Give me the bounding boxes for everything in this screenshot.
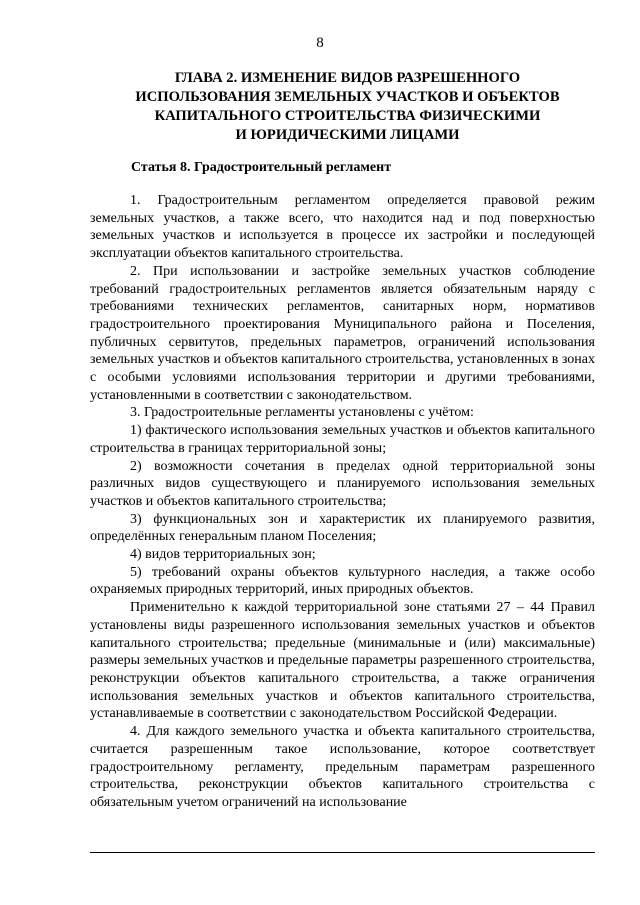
article-title: Статья 8. Градостроительный регламент — [131, 160, 392, 175]
paragraph: 3. Градостроительные регламенты установлены с учётом: — [130, 405, 474, 421]
chapter-title — [100, 69, 595, 145]
paragraph: Применительно к каждой территориальной зоне статьями 27 – 44 Правил установлены виды разрешенного использования земельных участков и объектов капитального строительства; предельные (минимальные и (или) максимальные) размеры земельных участков и предельные параметры разрешенного строительства, реконструкции объектов капитального строительства, а также ограничения использования земельных участков и объектов капитального строительства, устанавливаемые в соответствии с законодательством Российской Федерации. — [90, 600, 595, 722]
paragraph: 2. При использовании и застройке земельных участков соблюдение требований градостроительных регламентов является обязательным наряду с требованиями технических регламентов, санитарных норм, нормативов градостроительного проектирования Муниципального района и Поселения, публичных сервитутов, предельных параметров, ограничений использования земельных участков и объектов капитального строительства, установленных в зонах с особыми условиями использования территории и другими требованиями, установленными в соответствии с законодательством. — [90, 263, 595, 403]
paragraph: 4. Для каждого земельного участка и объекта капитального строительства, считается разрешенным такое использование, которое соответствует градостроительному регламенту, предельным параметрам разрешенного строительства, реконструкции объектов капитального строительства с обязательным учетом ограничений на использование — [90, 724, 595, 810]
chapter-title-line: ГЛАВА 2. ИЗМЕНЕНИЕ ВИДОВ РАЗРЕШЕННОГО — [174, 70, 521, 86]
paragraph: 3) функциональных зон и характеристик их планируемого развития, определённых генеральным планом Поселения; — [90, 511, 595, 545]
paragraph: 4) видов территориальных зон; — [130, 547, 316, 563]
chapter-title-line: ИСПОЛЬЗОВАНИЯ ЗЕМЕЛЬНЫХ УЧАСТКОВ И ОБЪЕКТОВ — [135, 89, 560, 105]
article-body — [90, 192, 595, 812]
page-number: 8 — [316, 35, 324, 51]
paragraph: 2) возможности сочетания в пределах одной территориальной зоны различных видов существующего и планируемого использования земельных участков и объектов капитального строительства; — [90, 458, 595, 509]
footer-divider — [90, 852, 595, 853]
paragraph: 1) фактического использования земельных участков и объектов капитального строительства в границах территориальной зоны; — [90, 423, 595, 456]
chapter-title-line: И ЮРИДИЧЕСКИМИ ЛИЦАМИ — [235, 127, 460, 143]
paragraph: 5) требований охраны объектов культурного наследия, а также особо охраняемых природных территорий, иных природных объектов. — [90, 564, 595, 598]
paragraph: 1. Градостроительным регламентом определяется правовой режим земельных участков, а также всего, что находится над и под поверхностью земельных участков и используется в процессе их застройки и последующей эксплуатации объектов капитального строительства. — [90, 193, 595, 262]
chapter-title-line: КАПИТАЛЬНОГО СТРОИТЕЛЬСТВА ФИЗИЧЕСКИМИ — [154, 108, 541, 124]
